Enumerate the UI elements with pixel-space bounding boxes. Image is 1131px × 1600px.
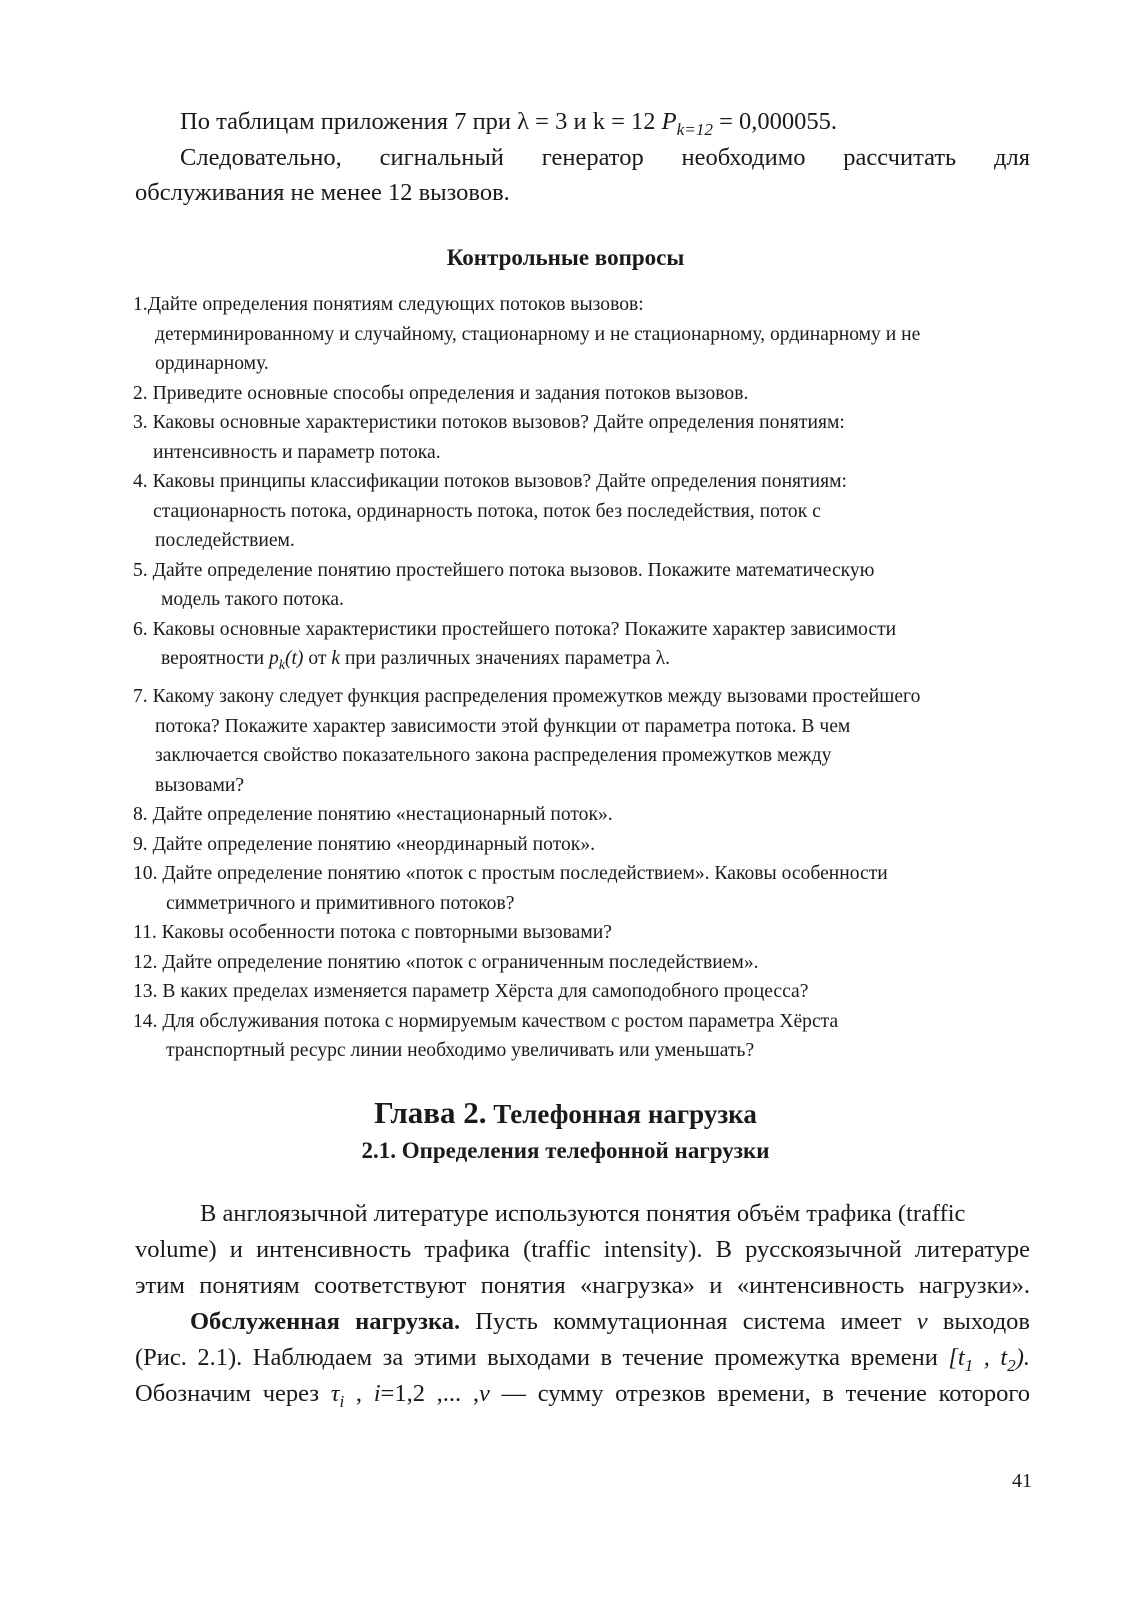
list-item: 5. Дайте определение понятию простейшего потока вызовов. Покажите математическую модель такого потока. <box>133 559 875 610</box>
intro-line-2: Следовательно, сигнальный генератор необходимо рассчитать для <box>180 144 1030 171</box>
list-item: 13. В каких пределах изменяется параметр Хёрста для самоподобного процесса? <box>133 981 809 1003</box>
questions-heading: Контрольные вопросы <box>446 245 685 270</box>
section-title: 2.1. Определения телефонной нагрузки <box>361 1138 770 1163</box>
chapter-title: Глава 2. Телефонная нагрузка <box>374 1095 757 1130</box>
list-item: 10. Дайте определение понятию «поток с простым последействием». Каковы особенности симметричного и примитивного потоков? <box>133 863 888 914</box>
list-item: 7. Какому закону следует функция распределения промежутков между вызовами простейшего потока? Покажите характер зависимости этой функции от параметра потока. В чем заключается свойство показательного закона распределения промежутков между вызовами? <box>133 686 921 796</box>
body-p2-line-2: (Рис. 2.1). Наблюдаем за этими выходами в течение промежутка времени [$t_1$ , $t_2$). <box>135 1344 1031 1375</box>
list-item: 1.Дайте определения понятиям следующих потоков вызовов: детерминированному и случайному, стационарному и не стационарному, ординарному и не ординарному. <box>133 294 921 374</box>
intro-line-3: обслуживания не менее 12 вызовов. <box>135 179 510 206</box>
list-item: 11. Каковы особенности потока с повторными вызовами? <box>133 922 612 944</box>
list-item: 3. Каковы основные характеристики потоков вызовов? Дайте определения понятиям: интенсивность и параметр потока. <box>133 412 845 463</box>
list-item: 12. Дайте определение понятию «поток с ограниченным последействием». <box>133 951 759 973</box>
list-item: 2. Приведите основные способы определения и задания потоков вызовов. <box>133 382 749 404</box>
body-p1-line-2: volume) и интенсивность трафика (traffic intensity). В русскоязычной литературе <box>135 1236 1030 1263</box>
list-item: 6. Каковы основные характеристики простейшего потока? Покажите характер зависимости вероятности $p_k(t)$ от k при различных значениях параметра λ. <box>133 618 897 672</box>
page-number: 41 <box>1012 1470 1032 1492</box>
body-p1-line-3: этим понятиям соответствуют понятия «нагрузка» и «интенсивность нагрузки». <box>135 1272 1030 1299</box>
list-item: 9. Дайте определение понятию «неординарный поток». <box>133 833 596 855</box>
questions-list <box>133 290 1038 1066</box>
list-item: 4. Каковы принципы классификации потоков вызовов? Дайте определения понятиям: стационарность потока, ординарность потока, поток без последействия, поток с последействием. <box>133 471 847 551</box>
list-item: 14. Для обслуживания потока с нормируемым качеством с ростом параметра Хёрста транспортный ресурс линии необходимо увеличивать или уменьшать? <box>133 1010 839 1062</box>
body-p2-line-3: Обозначим через $\tau_i$ , i=1,2 ,... ,v — сумму отрезков времени, в течение которого <box>135 1380 1031 1411</box>
body-p1-line-1: В англоязычной литературе используются понятия объём трафика (traffic <box>200 1200 966 1227</box>
intro-line-1: По таблицам приложения 7 при λ = 3 и k = 12 $P_{k=12} = 0,000055$. <box>180 108 838 139</box>
probability-symbol: P <box>661 108 677 135</box>
list-item: 8. Дайте определение понятию «нестационарный поток». <box>133 804 613 826</box>
body-p2-line-1: Обслуженная нагрузка. Пусть коммутационная система имеет v выходов <box>190 1308 1030 1335</box>
